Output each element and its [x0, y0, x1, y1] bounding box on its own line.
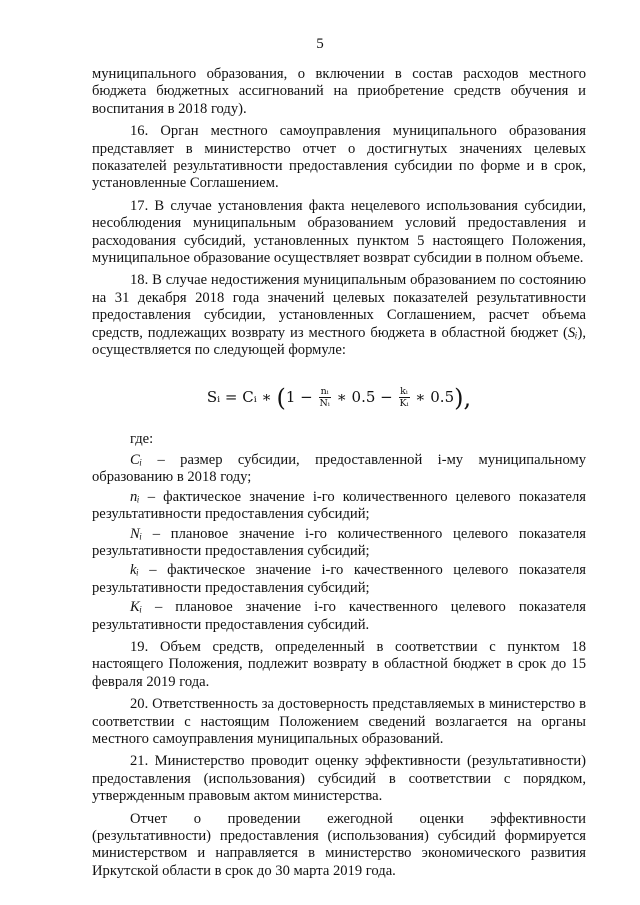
where-label: где:	[130, 430, 154, 447]
paragraph-report: Отчет о проведении ежегодной оценки эффективности (результативности) предоставления (использования) субсидий формируется министерством и направляется в министерство экономического развития Иркутской области в срок до 30 марта 2019 года.	[92, 810, 586, 879]
fraction-n-over-N	[319, 386, 331, 409]
variable-s-i: Sᵢ	[567, 324, 578, 341]
paragraph-continued: муниципального образования, о включении в состав расходов местного бюджета бюджетных ассигнований на приобретение средств обучения и воспитания в 2018 году).	[92, 66, 586, 117]
definition-k	[92, 562, 586, 597]
variable-c-i: Cᵢ	[130, 451, 143, 468]
definition-N	[92, 526, 586, 561]
paragraph-21: 21. Министерство проводит оценку эффективности (результативности) предоставления (использования) субсидий в соответствии с порядком, утвержденным правовым актом министерства.	[92, 753, 586, 805]
paragraph-18-text-after: ), осуществляется по следующей формуле:	[92, 324, 586, 359]
paragraph-18	[92, 272, 586, 359]
formula-one-minus: 1 −	[285, 387, 313, 406]
paragraph-16: 16. Орган местного самоуправления муниципального образования представляет в министерство отчет о достигнутых значениях целевых показателей результативности предоставления субсидии по форме и в срок, установленные Соглашением.	[92, 123, 586, 192]
formula-open-paren: (	[276, 383, 286, 412]
formula-lhs: Sᵢ = Cᵢ ∗	[206, 387, 272, 406]
variable-K-i: Kᵢ	[130, 599, 143, 616]
fraction-denominator-N: Nᵢ	[319, 398, 330, 409]
formula-tail: ∗ 0.5	[415, 387, 455, 406]
formula-mid: ∗ 0.5 −	[336, 387, 393, 406]
paragraph-20: 20. Ответственность за достоверность представляемых в министерство в соответствии с настоящим Положением сведений возлагается на органы местного самоуправления муниципальных образований.	[92, 696, 586, 747]
definition-k-text: – фактическое значение i-го качественного целевого показателя результативности предоставления субсидий;	[92, 562, 586, 596]
fraction-numerator-n: nᵢ	[319, 386, 331, 398]
fraction-k-over-K	[399, 386, 410, 409]
fraction-denominator-K: Kᵢ	[399, 398, 409, 409]
definition-c	[92, 452, 586, 487]
paragraph-17: 17. В случае установления факта нецелевого использования субсидии, несоблюдения муниципальным образованием условий предоставления и расходования субсидий, установленных пунктом 5 настоящего Положения, муниципальное образование осуществляет возврат субсидии в полном объеме.	[92, 197, 586, 267]
fraction-numerator-k: kᵢ	[400, 386, 408, 397]
definition-K-text: – плановое значение i-го качественного целевого показателя результативности предоставления субсидий.	[92, 599, 586, 633]
variable-k-i: kᵢ	[130, 562, 139, 579]
definition-c-text: – размер субсидии, предоставленной i-му муниципальному образованию в 2018 году;	[92, 451, 586, 486]
variable-n-i: nᵢ	[130, 488, 140, 505]
page-number: 5	[316, 36, 324, 52]
document-body	[92, 66, 586, 885]
definition-n	[92, 489, 586, 524]
formula-close-paren: ),	[454, 383, 472, 412]
paragraph-18-text-before: 18. В случае недостижения муниципальным образованием по состоянию на 31 декабря 2018 года значений целевых показателей результативности предоставления субсидии, установленных Соглашением, расчет объема средств, подлежащих возврату из местного бюджета в областной бюджет (	[92, 272, 586, 341]
paragraph-19: 19. Объем средств, определенный в соответствии с пунктом 18 настоящего Положения, подлежит возврату в областной бюджет в срок до 15 февраля 2019 года.	[92, 638, 586, 690]
definition-n-text: – фактическое значение i-го количественного целевого показателя результативности предоставления субсидий;	[92, 488, 586, 523]
definition-K	[92, 599, 586, 634]
variable-N-i: Nᵢ	[130, 525, 143, 542]
definition-N-text: – плановое значение i-го количественного целевого показателя результативности предоставления субсидий;	[92, 525, 586, 559]
formula	[92, 382, 586, 413]
